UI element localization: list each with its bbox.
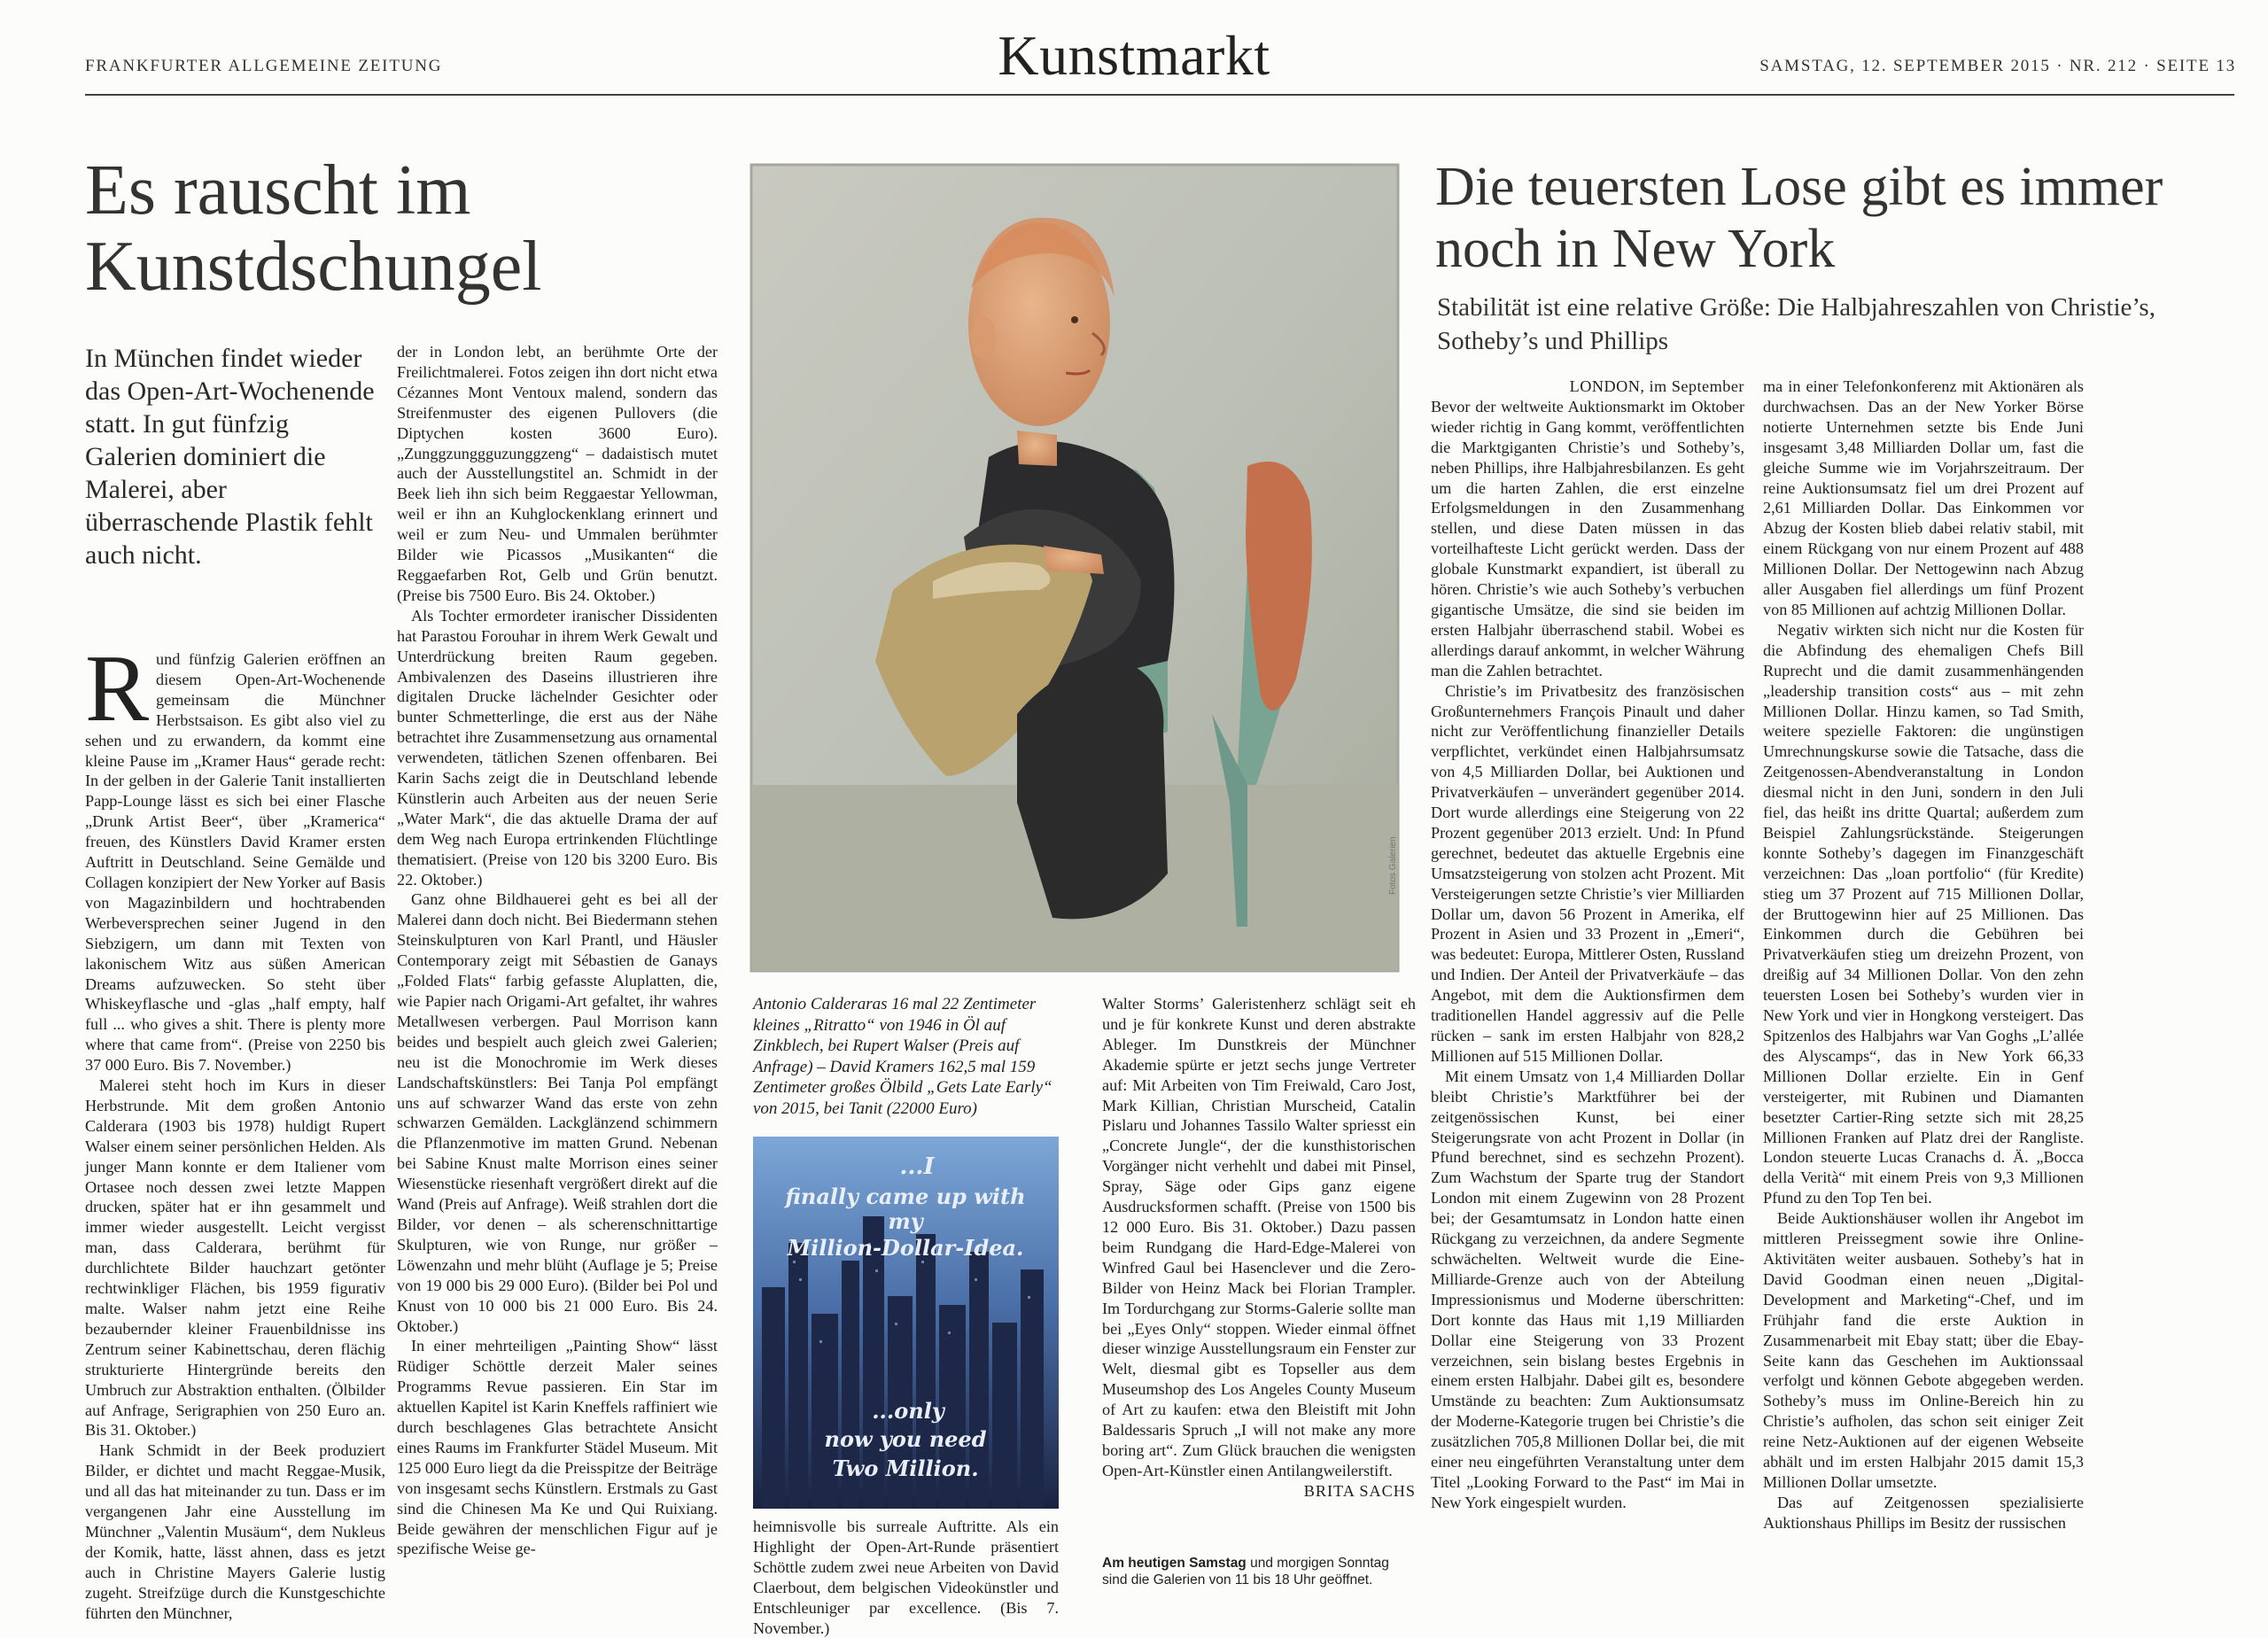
article1-col1-p3: Hank Schmidt in der Beek produziert Bilder, er dichtet und macht Reggae-Musik, und all das hat miteinander zu tun. Dass er im vergangenen Jahr eine Ausstellung im Münchner „Valentin Musäum“, dem Nukleus der Komik, hatte, lässt ahnen, dass es jetzt auch in Christine Mayers Galerie lustig zugeht. Streifzüge durch die Kunstgeschichte führten den Münchner, xyxy=(85,1441,385,1622)
article2-col2-p1: ma in einer Telefonkonferenz mit Aktionären als durchwachsen. Das an der New Yorker Börse notierte Unternehmen setzte bis Ende Juni insgesamt 3,48 Milliarden Dollar um, fast die gleiche Summe wie im Vorjahrszeitraum. Der reine Auktionsumsatz fiel um drei Prozent auf 2,61 Milliarden Dollar. Das Einkommen vor Abzug der Kosten blieb dabei relativ stabil, mit einem Rückgang von nur einem Prozent auf 488 Millionen Dollar. Der Nettogewinn nach Abzug aller Ausgaben fiel allerdings um fünf Prozent von 85 Millionen auf achtzig Millionen Dollar. xyxy=(1763,377,2084,618)
kramer-million-dollar-poster xyxy=(753,1137,1059,1509)
article2-headline: Die teuersten Lose gibt es immer noch in New York xyxy=(1435,157,2163,279)
article2-column-2 xyxy=(1763,377,2084,1595)
article1-column-1 xyxy=(85,636,385,1622)
article2-col1-p2: Christie’s im Privatbesitz des französischen Großunternehmers François Pinault und daher nicht zur Veröffentlichung finanzieller Details verpflichtet, verkündet einen Halbjahrsumsatz von 4,5 Milliarden Dollar, bei Auktionen und Privatverkäufen – unverändert gegenüber 2014. Dort wurde allerdings eine Steigerung von 22 Prozent gegenüber 2013 erzielt. Und: In Pfund gerechnet, bedeutet das aktuelle Ergebnis eine Umsatzsteigerung von stolzen acht Prozent. Mit Versteigerungen setzte Christie’s vier Milliarden Dollar um, davon 56 Prozent in Amerika, elf Prozent in Asien und 33 Prozent in „Emeri“, was bedeutet: Europa, Mittlerer Osten, Russland und Indien. Der Anteil der Privatverkäufe – das Angebot, mit dem die Auktionsfirmen dem traditionellen Handel aggressiv auf die Pelle rücken – sank im ersten Halbjahr von 828,2 Millionen auf 515 Millionen Dollar. xyxy=(1431,681,1744,1065)
article1-col1-p2: Malerei steht hoch im Kurs in dieser Herbstrunde. Mit dem großen Antonio Calderara (1903 bis 1978) huldigt Rupert Walser einem seiner persönlichen Helden. Als junger Mann konnte er dem Italiener vom Ortasee noch dessen zwei letzte Mappen drucken, später hat er ihn gesammelt und immer wieder ausgestellt. Leicht vergisst man, dass Calderara, berühmt für durchlichtete Bilder hauchzart getönter rechtwinkliger Flächen, bis 1959 figurativ malte. Walser nahm jetzt eine Reihe bezaubernder kleiner Frauenbildnisse ins Zentrum seiner Kabinettschau, deren flächig strukturierte Hintergründe bereits den Umbruch zur Abstraktion enthalten. (Ölbilder auf Anfrage, Serigraphien von 250 Euro an. Bis 31. Oktober.) xyxy=(85,1076,385,1440)
article1-col2-p2: Als Tochter ermordeter iranischer Dissidenten hat Parastou Forouhar in ihrem Werk Gewalt und Unterdrückung breiten Raum gegeben. Ambivalenzen des Daseins illustrieren ihre digitalen Drucke lächelnder Gesichter oder bunter Schmetterlinge, die erst aus der Nähe betrachtet ihre Zusammensetzung aus ornamental verwendeten, tätlichen Szenen offenbaren. Bei Karin Sachs zeigt die in Deutschland lebende Künstlerin auch Arbeiten aus der neuen Serie „Water Mark“, die das aktuelle Drama der auf dem Weg nach Europa ertrinkenden Flüchtlinge thematisiert. (Preise von 120 bis 3200 Euro. Bis 22. Oktober.) xyxy=(397,606,718,889)
article2-lead: Stabilität ist eine relative Größe: Die Halbjahreszahlen von Christie’s, Sotheby’s und Phillips xyxy=(1437,293,2155,355)
image-caption: Antonio Calderaras 16 mal 22 Zentimeter kleines „Ritratto“ von 1946 in Öl auf Zinkblech, bei Rupert Walser (Preis auf Anfrage) – David Kramers 162,5 mal 159 Zentimeter großes Ölbild „Gets Late Early“ von 2015, bei Tanit (22000 Euro) xyxy=(753,995,1052,1118)
article1-col2-p4: In einer mehrteiligen „Painting Show“ lässt Rüdiger Schöttle derzeit Maler seines Programms Revue passieren. Ein Star im aktuellen Kapitel ist Karin Kneffels raffiniert wie durch beschlagenes Glas betrachtete Ansicht eines Raums im Frankfurter Städel Museum. Mit 125 000 Euro liegt da die Preisspitze der Beiträge von insgesamt sechs Künstlern. Erstmals zu Gast sind die Chinesen Ma Ke und Qui Ruixiang. Beide gewähren der menschlichen Figur auf je spezifische Weise ge- xyxy=(397,1337,718,1558)
article1-col1-p1: und fünfzig Galerien eröffnen an diesem Open-Art-Wochenende gemeinsam die Münchner Herbstsaison. Es gibt also viel zu sehen und zu erwandern, da kommt eine kleine Pause im „Kramer Haus“ gerade recht: In der gelben in der Galerie Tanit installierten Papp-Lounge lässt es sich bei einer Flasche „Drunk Artist Beer“, über „Kramerica“ freuen, des Künstlers David Kramer ersten Auftritt in Deutschland. Seine Gemälde und Collagen konzipiert der New Yorker auf Basis von Magazinbildern und hochtrabenden Werbeversprechen seiner Jugend in den Siebzigern, um dann mit Texten von lakonischem Witz aus süßen American Dreams aufzuwecken. So steht über Whiskeyflasche und -glas „half empty, half full ... who gives a shit. There is plenty more where that came from“. (Preise von 2250 bis 37 000 Euro. Bis 7. November.) xyxy=(85,650,385,1075)
article2-column-1 xyxy=(1431,377,1744,1595)
article1-lead: In München findet wieder das Open-Art-Wochenende statt. In gut fünfzig Galerien dominiert die Malerei, aber überraschende Plastik fehlt auch nicht. xyxy=(85,344,375,570)
article1-col2-p1: der in London lebt, an berühmte Orte der Freilichtmalerei. Fotos zeigen ihn dort nicht etwa Cézannes Mont Ventoux malend, sondern das Streifenmuster des eigenen Pullovers (die Diptychen kosten 3600 Euro). „Zunggzunggguzunggzeng“ – dadaistisch mutet auch der Ausstellungstitel an. Schmidt in der Beek lieh ihn sich beim Reggaestar Yellowman, weil er ihn an Kuhglockenklang erinnert und weil er zum Neu- und Ummalen berühmter Bilder wie Picassos „Musikanten“ die Reggaefarben Rot, Gelb und Grün benutzt. (Preise bis 7500 Euro. Bis 24. Oktober.) xyxy=(397,343,718,604)
poster-line-1: ...I xyxy=(899,1153,935,1180)
article1-column-2 xyxy=(397,342,718,1594)
opening-hours-bold: Am heutigen Samstag xyxy=(1102,1556,1247,1571)
opening-hours-note xyxy=(1102,1555,1416,1588)
masthead-dateline: SAMSTAG, 12. SEPTEMBER 2015 · NR. 212 · SEITE 13 xyxy=(1759,57,2236,75)
section-title: Kunstmarkt xyxy=(998,24,1270,87)
article2-col1-p1: Bevor der weltweite Auktionsmarkt im Oktober wieder richtig in Gang kommt, veröffentlichten die Marktgiganten Christie’s und Sotheby’s, neben Phillips, ihre Halbjahresbilanzen. Es geht um die harten Zahlen, die erst einzelne Erfolgsmeldungen in den Zusammenhang stellen, und diese Daten müssen in das vorteilhafteste Licht gerückt werden. Dass der globale Kunstmarkt expandiert, ist überall zu hören. Christie’s wie auch Sotheby’s verbuchen gigantische Umsätze, die sind sie beiden im ersten Halbjahr überraschend stabil. Wobei es allerdings darauf ankommt, in welcher Währung man die Zahlen betrachtet. xyxy=(1431,397,1744,679)
article2-col1-p3: Mit einem Umsatz von 1,4 Milliarden Dollar bleibt Christie’s Marktführer bei der zeitgenössischen Kunst, bei einer Steigerungsrate von acht Prozent in Dollar (in Pfund berechnet, sind es sechzehn Prozent). Zum Wachstum der Sparte trug der Standort London mit einem Zugewinn von 28 Prozent bei; der Gesamtumsatz in London hatte einen Rückgang zu verzeichnen, da andere Segmente schwächelten. Weltweit wurde die Eine-Milliarde-Grenze auch von der Abteilung Impressionismus und Moderne überschritten: Dort konnte das Haus mit 1,19 Milliarden Dollar eine Steigerung von 33 Prozent verzeichnen, sein bislang bestes Ergebnis in einem ersten Halbjahr. Dabei gilt es, besondere Umstände zu beachten: Zum Auktionsumsatz der Moderne-Kategorie trugen bei Christie’s die zusätzlichen 705,8 Millionen Dollar bei, die mit einer neu eingeführten Veranstaltung unter dem Titel „Looking Forward to the Past“ im Mai in New York eingespielt wurden. xyxy=(1431,1067,1744,1511)
article1-dropcap: R xyxy=(85,636,150,741)
poster-line-5: ...only xyxy=(872,1398,944,1424)
article2-dateline: LONDON, im September xyxy=(1569,377,1744,395)
poster-line-7: Two Million. xyxy=(832,1456,979,1481)
article2-col2-p2: Negativ wirkten sich nicht nur die Kosten für die Abfindung des ehemaligen Chefs Bill Ruprecht und die damit zusammenhängenden „leadership transition costs“ aus – mit zehn Millionen Dollar. Hinzu kamen, so Tad Smith, weitere spezielle Faktoren: die ungünstigen Umrechnungskurse sowie die Tatsache, dass die Zeitgenossen-Abendveranstaltung in London diesmal nicht in den Juni, sondern in den Juli fiel, das heißt ins dritte Quartal; außerdem zum Beispiel Zahlungsrückstände. Steigerungen konnte Sotheby’s dagegen im Finanzgeschäft verzeichnen: Das „loan portfolio“ (für Kredite) stieg um 37 Prozent auf 715 Millionen Dollar, der Bruttogewinn hier auf 25 Millionen. Das Einkommen durch die Gebühren bei Privatverkäufen stieg um dreizehn Prozent, von dreißig auf 34 Millionen Dollar. Von den zehn teuersten Losen bei Sotheby’s wurden vier in New York und vier in Hongkong versteigert. Das Spitzenlos des Halbjahrs war Van Goghs „L’allée des Alyscamps“, das in New York 66,33 Millionen Dollar erzielte. Ein in Genf versteigerter, mit Rubinen und Diamanten besetzter Cartier-Ring setzte sich mit 28,25 Millionen Franken auf Platz drei der Rangliste. London steuerte Lucas Cranachs d. Ä. „Bocca della Verità“ mit einem Preis von 9,3 Millionen Pfund zu den Top Ten bei. xyxy=(1763,620,2084,1207)
article1-col3-p1: heimnisvolle bis surreale Auftritte. Als ein Highlight der Open-Art-Runde präsentiert Schöttle zudem zwei neue Arbeiten von David Claerbout, dem belgischen Videokünstler und Entschleuniger par excellence. (Bis 7. November.) xyxy=(753,1518,1059,1637)
article2-col2-p4: Das auf Zeitgenossen spezialisierte Auktionshaus Phillips im Besitz der russischen xyxy=(1763,1493,2084,1532)
photo-credit: Fotos Galerien xyxy=(1388,836,1398,895)
poster-line-3: my xyxy=(888,1208,923,1234)
article1-headline: Es rauscht im Kunstdschungel xyxy=(85,151,542,306)
masthead-paper: FRANKFURTER ALLGEMEINE ZEITUNG xyxy=(85,57,443,75)
article1-column-3 xyxy=(753,1517,1059,1637)
article1-author: BRITA SACHS xyxy=(1303,1481,1416,1500)
calderara-portrait-painting xyxy=(751,165,1398,971)
article1-col4-p1: Walter Storms’ Galeristenherz schlägt seit eh und je für konkrete Kunst und deren abstrakte Ableger. Im Dunstkreis der Münchner Akademie spürte er jetzt sechs junge Vertreter auf: Mit Arbeiten von Tim Freiwald, Caro Jost, Mark Killian, Christian Murscheid, Catalin Pislaru und Johannes Tassilo Walter spriesst ein „Concrete Jungle“, der die kunsthistorischen Vorgänger nicht verhehlt und dabei mit Pinsel, Spray, Säge oder Gips ganz eigene Ausdrucksformen schafft. (Preise von 1500 bis 12 000 Euro. Bis 31. Oktober.) Dazu passen beim Rundgang die Hard-Edge-Malerei von Winfred Gaul bei Hasenclever und die Zero-Bilder von Heinz Mack bei Florian Trampler. Im Tordurchgang zur Storms-Galerie sollte man bei „Eyes Only“ stoppen. Wieder einmal öffnet dieser winzige Ausstellungsraum ein Fenster zur Welt, diesmal gibt es Topseller aus dem Museumshop des Los Angeles County Museum of Art zu kaufen: etwa den Bleistift mit John Baldessaris Spruch „I will not make any more boring art“. Zum Glück brauchen die wenigsten Open-Art-Künstler einen Antilangweilerstift. xyxy=(1102,995,1416,1479)
poster-line-6: now you need xyxy=(824,1426,987,1452)
masthead-rule xyxy=(85,94,2234,96)
poster-line-4: Million-Dollar-Idea. xyxy=(787,1235,1024,1261)
opening-hours-rest: und morgigen Sonntag sind die Galerien von 11 bis 18 Uhr geöffnet. xyxy=(1102,1556,1389,1588)
article1-column-4 xyxy=(1102,994,1416,1552)
article2-col2-p3: Beide Auktionshäuser wollen ihr Angebot im mittleren Preissegment sowie ihre Online-Aktivitäten weiter ausbauen. Sotheby’s hat in David Goodman einen neuen „Digital-Development and Marketing“-Chef, und im Frühjahr fand die erste Auktion in Zusammenarbeit mit Ebay statt; über die Ebay-Seite kann das Geschehen im Auktionssaal verfolgt und können Gebote abgegeben werden. Sotheby’s muss im Online-Bereich hin zu Christie’s aufholen, das schon seit einiger Zeit reine Netz-Auktionen auf der eigenen Webseite abhält und im ersten Halbjahr 2015 damit 15,3 Millionen Dollar umsetzte. xyxy=(1763,1209,2084,1491)
article1-col2-p3: Ganz ohne Bildhauerei geht es bei all der Malerei dann doch nicht. Bei Biedermann stehen Steinskulpturen von Karl Prantl, und Häusler Contemporary zeigt mit Sébastien de Ganays „Folded Flats“ farbig gefasste Aluplatten, die, wie Papier nach Origami-Art gefaltet, ihr wahres Metallwesen verbergen. Paul Morrison kann beides und bespielt auch gleich zwei Galerien; neu ist die Monochromie im Werk dieses Landschaftskünstlers: Bei Tanja Pol empfängt uns auf schwarzer Wand das erste von zehn schwarzen Gemälden. Lackglänzend schimmern die Pflanzenmotive im matten Grund. Nebenan bei Sabine Knust malte Morrison eines seiner Wiesenstücke riesenhaft vergrößert direkt auf die Wand (Preis auf Anfrage). Weiß strahlen dort die Bilder, vor denen – als scherenschnittartige Skulpturen, wie von Runge, nur größer – Löwenzahn und mehr blüht (Auflage je 5; Preise von 19 000 bis 29 000 Euro). (Bilder bei Pol und Knust von 10 000 bis 21 000 Euro. Bis 24. Oktober.) xyxy=(397,890,718,1335)
poster-line-2: finally came up with xyxy=(785,1184,1026,1209)
